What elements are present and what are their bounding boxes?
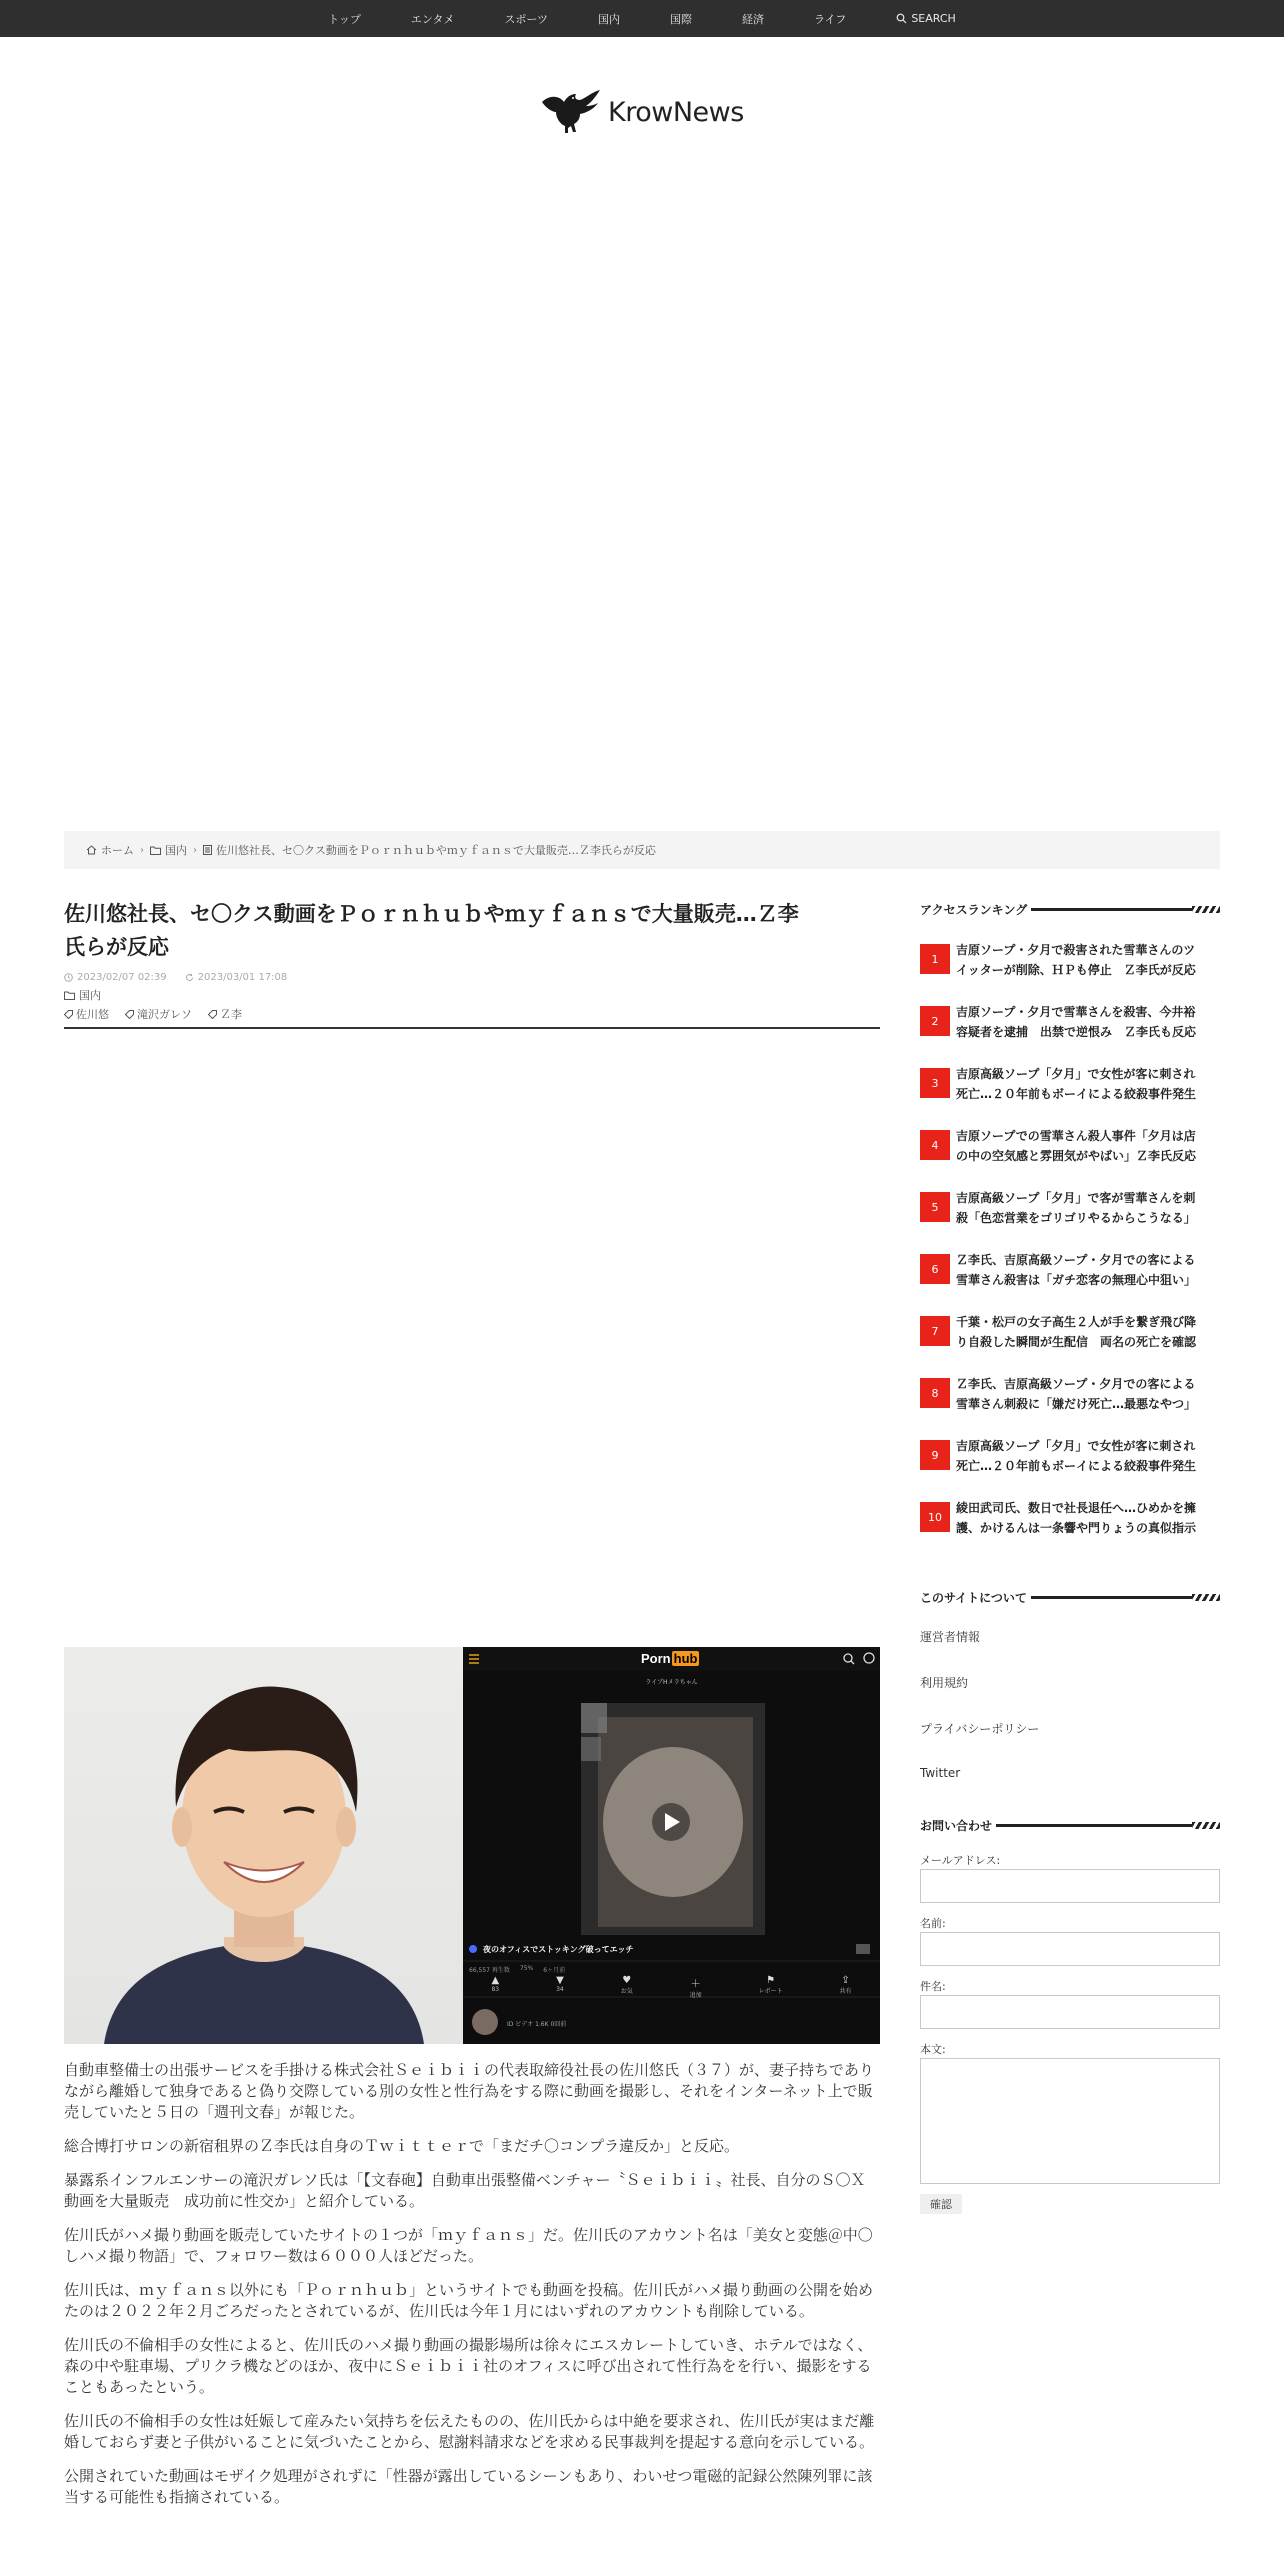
- nav-item-sports[interactable]: スポーツ: [504, 12, 548, 26]
- tag-label: 滝沢ガレソ: [137, 1008, 192, 1021]
- breadcrumb-current-label: 佐川悠社長、セ〇クス動画をＰｏｒｎｈｕｂやｍｙｆａｎｓで大量販売…Ｚ李氏らが反応: [216, 844, 656, 857]
- tag-icon: [64, 1010, 73, 1019]
- document-icon: [203, 845, 212, 855]
- portrait-photo: [64, 1647, 463, 2044]
- ranking-item-1[interactable]: [920, 940, 1220, 1002]
- rank-title: Ｚ李氏、吉原高級ソープ・夕月での客による 雪華さん殺害は「ガチ恋客の無理心中狙い」: [956, 1253, 1197, 1287]
- ranking-heading-label: アクセスランキング: [920, 902, 1028, 917]
- logo-text: KrowNews: [608, 96, 744, 128]
- article-category-label: 国内: [79, 989, 101, 1002]
- breadcrumb: [64, 831, 1220, 869]
- ranking-list: [920, 940, 1220, 1560]
- nav-item-entertainment[interactable]: エンタメ: [410, 12, 455, 26]
- folder-icon: [150, 846, 161, 855]
- video-subtitle: ライブHメラちゃん: [645, 1679, 698, 1686]
- refresh-icon: [185, 973, 194, 982]
- video-actions: [463, 1975, 880, 1999]
- article-title-line2: 氏らが反応: [64, 935, 169, 959]
- video-rating: 75%: [519, 1965, 534, 1972]
- article-title-line1: 佐川悠社長、セ〇クス動画をＰｏｒｎｈｕｂやｍｙｆａｎｓで大量販売…Ｚ李: [64, 902, 799, 926]
- rank-number: 8: [920, 1378, 950, 1408]
- article-paragraph: 佐川氏がハメ撮り動画を販売していたサイトの１つが「ｍｙｆａｎｓ」だ。佐川氏のアカウント名は「美女と変態＠中〇しハメ撮り物語」で、フォロワー数は６０００人ほどだった。: [64, 2226, 873, 2265]
- divider: [64, 1027, 880, 1029]
- body-label: 本文:: [920, 2043, 946, 2056]
- about-link-twitter[interactable]: Twitter: [920, 1766, 961, 1780]
- article-paragraph: 自動車整備士の出張サービスを手掛ける株式会社Ｓｅｉｂｉｉの代表取締役社長の佐川悠氏（３７）が、妻子持ちでありながら離婚して独身であると偽り交際している別の女性と性行為をする際に動画を撮影し、それをインターネット上で販売していたと５日の「週刊文春」が報じた。: [64, 2061, 874, 2121]
- article-paragraph: 総合博打サロンの新宿租界のＺ李氏は自身のＴｗｉｔｔｅｒで「まだチ〇コンプラ違反か」と反応。: [64, 2137, 740, 2155]
- contact-heading: [920, 1814, 1220, 1836]
- rank-number: 9: [920, 1440, 950, 1470]
- updated-date: [185, 972, 288, 983]
- breadcrumb-category[interactable]: [150, 842, 187, 858]
- heading-decoration: [1031, 1596, 1220, 1599]
- rank-number: 6: [920, 1254, 950, 1284]
- home-icon: [86, 845, 97, 855]
- heading-decoration: [1031, 908, 1220, 911]
- heading-decoration: [996, 1824, 1220, 1827]
- article-paragraph: 佐川氏の不倫相手の女性は妊娠して産みたい気持ちを伝えたものの、佐川氏からは中絶を要求され、佐川氏が実はまだ離婚しておらず妻と子供がいることに気づいたことから、慰謝料請求などを求める民事裁判を提起する意向を示している。: [64, 2412, 875, 2451]
- nav-item-top[interactable]: トップ: [328, 12, 361, 26]
- message-textarea[interactable]: [920, 2058, 1220, 2184]
- person-illustration: [64, 1647, 463, 2044]
- video-views: 66,557 再生数: [469, 1967, 510, 1974]
- chevron-right-icon: ›: [140, 844, 144, 856]
- contact-form: [920, 1852, 1220, 2214]
- site-name: Porn: [641, 1651, 671, 1666]
- rank-title: 吉原ソープでの雪華さん殺人事件「夕月は店 の中の空気感と雰囲気がやばい」Ｚ李氏反応: [956, 1129, 1197, 1163]
- rank-title: 綾田武司氏、数日で社長退任へ…ひめかを擁 護、かけるんは一条響や門りょうの真似指示: [956, 1501, 1197, 1535]
- video-channel-text: ID ビデオ 1.6K 0回前: [507, 2021, 567, 2028]
- rank-number: 4: [920, 1130, 950, 1160]
- tag-item[interactable]: [64, 1006, 109, 1022]
- breadcrumb-home[interactable]: [86, 842, 134, 858]
- ranking-heading: [920, 898, 1220, 920]
- rank-number: 3: [920, 1068, 950, 1098]
- rank-number: 5: [920, 1192, 950, 1222]
- rank-number: 1: [920, 944, 950, 974]
- rank-title: 吉原高級ソープ「夕月」で女性が客に刺され 死亡…２０年前もボーイによる絞殺事件発生: [956, 1067, 1197, 1101]
- search-label: SEARCH: [911, 12, 956, 25]
- article-body: [64, 2060, 880, 2521]
- site-badge: hub: [673, 1651, 698, 1666]
- ranking-item-3[interactable]: [920, 1064, 1220, 1126]
- article-hero-image: [64, 1647, 880, 2044]
- article-tags: [64, 1006, 880, 1022]
- sidebar: [920, 898, 1220, 2214]
- email-field[interactable]: [920, 1869, 1220, 1903]
- ranking-item-9[interactable]: [920, 1436, 1220, 1498]
- name-field[interactable]: [920, 1932, 1220, 1966]
- video-site-screenshot: [463, 1647, 880, 2044]
- name-label: 名前:: [920, 1917, 946, 1930]
- rank-title: 吉原ソープ・夕月で雪華さんを殺害、今井裕 容疑者を逮捕 出禁で逆恨み Ｚ李氏も反応: [956, 1005, 1197, 1039]
- article-header: [64, 898, 880, 1029]
- video-stats: [469, 1965, 565, 1974]
- subject-field[interactable]: [920, 1995, 1220, 2029]
- article-paragraph: 佐川氏は、ｍｙｆａｎｓ以外にも「Ｐｏｒｎｈｕｂ」というサイトでも動画を投稿。佐川氏がハメ撮り動画の公開を始めたのは２０２２年２月ごろだったとされているが、佐川氏は今年１月にはいずれのアカウントも削除している。: [64, 2281, 873, 2320]
- breadcrumb-home-label: ホーム: [101, 844, 134, 857]
- ranking-item-10[interactable]: [920, 1498, 1220, 1560]
- nav-item-domestic[interactable]: 国内: [597, 12, 620, 26]
- tag-icon: [125, 1010, 134, 1019]
- tag-item[interactable]: [125, 1006, 192, 1022]
- nav-item-international[interactable]: 国際: [669, 12, 692, 26]
- rank-title: 吉原高級ソープ「夕月」で客が雪華さんを刺 殺「色恋営業をゴリゴリやるからこうなる」: [956, 1191, 1196, 1225]
- tag-item[interactable]: [208, 1006, 242, 1022]
- about-link-privacy[interactable]: プライバシーポリシー: [920, 1722, 1040, 1736]
- published-date-text: 2023/02/07 02:39: [77, 972, 167, 983]
- ranking-item-7[interactable]: [920, 1312, 1220, 1374]
- top-navigation: [0, 0, 1284, 37]
- rank-number: 2: [920, 1006, 950, 1036]
- article-paragraph: 暴露系インフルエンサーの滝沢ガレソ氏は「【文春砲】自動車出張整備ベンチャー〝Ｓｅｉｂｉｉ〟社長、自分のＳ〇Ｘ動画を大量販売 成功前に性交か」と紹介している。: [64, 2171, 866, 2210]
- email-label: メールアドレス:: [920, 1854, 1001, 1867]
- article-meta: [64, 972, 880, 983]
- about-links: [920, 1628, 1220, 1812]
- breadcrumb-category-label: 国内: [165, 844, 187, 857]
- rank-number: 7: [920, 1316, 950, 1346]
- site-logo-badge: [641, 1651, 699, 1666]
- folder-icon: [64, 991, 75, 1000]
- rank-number: 10: [920, 1502, 950, 1532]
- search-icon: [896, 13, 907, 24]
- updated-date-text: 2023/03/01 17:08: [197, 972, 288, 983]
- rank-title: 千葉・松戸の女子高生２人が手を繋ぎ飛び降 り自殺した瞬間が生配信 両名の死亡を確認: [956, 1315, 1197, 1349]
- rank-title: Ｚ李氏、吉原高級ソープ・夕月での客による 雪華さん刺殺に「嫌だけ死亡…最悪なやつ」: [956, 1377, 1197, 1411]
- crow-logo-icon: [540, 88, 602, 136]
- video-caption: 夜のオフィスでストッキング破ってエッチ: [483, 1945, 634, 1954]
- about-link-terms[interactable]: 利用規約: [920, 1676, 969, 1690]
- ranking-item-5[interactable]: [920, 1188, 1220, 1250]
- video-action-share: ⇪ 共有: [839, 1975, 852, 1995]
- video-action-dislike: ▼ 34: [556, 1975, 564, 1993]
- contact-heading-label: お問い合わせ: [920, 1818, 993, 1833]
- video-action-add: ＋ 追加: [689, 1979, 702, 1999]
- nav-item-economy[interactable]: 経済: [741, 12, 764, 26]
- confirm-button[interactable]: 確認: [920, 2194, 962, 2214]
- tag-label: Ｚ李: [220, 1008, 242, 1021]
- breadcrumb-current: [203, 842, 656, 858]
- clock-icon: [64, 973, 73, 982]
- published-date: [64, 972, 167, 983]
- ranking-item-4[interactable]: [920, 1126, 1220, 1188]
- nav-item-life[interactable]: ライフ: [813, 12, 847, 26]
- video-age: 6ヶ月前: [543, 1967, 566, 1974]
- about-heading: [920, 1586, 1220, 1608]
- ranking-item-8[interactable]: [920, 1374, 1220, 1436]
- search-button[interactable]: [871, 12, 981, 25]
- chevron-right-icon: ›: [193, 844, 197, 856]
- about-heading-label: このサイトについて: [920, 1590, 1027, 1605]
- rank-title: 吉原ソープ・夕月で殺害された雪華さんのツ イッターが削除、ＨＰも停止 Ｚ李氏が反応: [956, 943, 1196, 977]
- ranking-item-6[interactable]: [920, 1250, 1220, 1312]
- tag-icon: [208, 1010, 217, 1019]
- article-title: [64, 898, 880, 964]
- about-link-operator[interactable]: 運営者情報: [920, 1630, 981, 1644]
- video-action-favorite: ♥ お気: [620, 1975, 633, 1995]
- article-paragraph: 佐川氏の不倫相手の女性によると、佐川氏のハメ撮り動画の撮影場所は徐々にエスカレートしていき、ホテルではなく、森の中や駐車場、プリクラ機などのほか、夜中にＳｅｉｂｉｉ社のオフィスに呼び出されて性行為をを行い、撮影をすることもあったという。: [64, 2336, 873, 2396]
- article-category[interactable]: [64, 987, 880, 1003]
- ranking-item-2[interactable]: [920, 1002, 1220, 1064]
- site-logo[interactable]: [540, 88, 744, 136]
- rank-title: 吉原高級ソープ「夕月」で女性が客に刺され 死亡…２０年前もボーイによる絞殺事件発生: [956, 1439, 1197, 1473]
- video-action-like: ▲ 83: [491, 1975, 500, 1993]
- subject-label: 件名:: [920, 1980, 946, 1993]
- video-action-report: ⚑ レポート: [758, 1975, 783, 1995]
- tag-label: 佐川悠: [76, 1008, 109, 1021]
- article-paragraph: 公開されていた動画はモザイク処理がされずに「性器が露出しているシーンもあり、わいせつ電磁的記録公然陳列罪に該当する可能性も指摘されている。: [64, 2467, 873, 2506]
